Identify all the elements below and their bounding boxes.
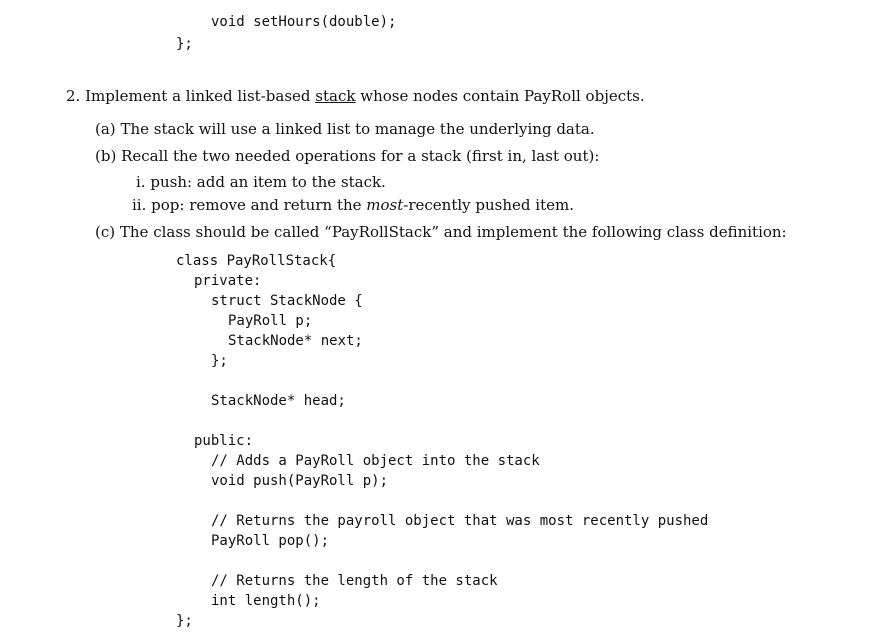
code-line: StackNode* next;	[228, 333, 363, 349]
sub-item-c	[95, 222, 787, 242]
code-line-set-hours: void setHours(double);	[211, 14, 397, 30]
code-line: private:	[194, 273, 262, 289]
sub-item-ii-text-after: -recently pushed item.	[403, 196, 574, 214]
sub-item-ii-most-italic: most	[366, 196, 404, 214]
sub-item-c-text: The class should be called “PayRollStack” and implement the following class definition:	[119, 223, 787, 241]
sub-item-c-label: (c)	[95, 223, 116, 241]
code-line: };	[176, 613, 193, 629]
code-line: class PayRollStack{	[176, 253, 337, 269]
sub-item-ii-text-before: pop: remove and return the	[151, 196, 362, 214]
sub-item-b-label: (b)	[95, 147, 117, 165]
sub-item-a-text: The stack will use a linked list to manage the underlying data.	[120, 120, 595, 138]
sub-item-b-text: Recall the two needed operations for a stack (first in, last out):	[121, 147, 600, 165]
sub-item-i-label: i.	[136, 173, 146, 191]
code-line: public:	[194, 433, 254, 449]
item-2-stack-underlined: stack	[315, 87, 356, 105]
sub-item-b	[95, 146, 599, 166]
item-2-paragraph	[66, 86, 645, 106]
code-line: struct StackNode {	[211, 293, 363, 309]
code-line: PayRoll p;	[228, 313, 313, 329]
sub-item-a	[95, 119, 595, 139]
code-line: // Adds a PayRoll object into the stack	[211, 453, 540, 469]
item-2-number: 2.	[66, 87, 81, 105]
sub-item-ii	[132, 195, 574, 215]
code-line: // Returns the payroll object that was most recently pushed	[211, 513, 709, 529]
code-line-class-end: };	[176, 36, 193, 52]
sub-item-ii-label: ii.	[132, 196, 147, 214]
code-line: // Returns the length of the stack	[211, 573, 498, 589]
item-2-text-before: Implement a linked list-based	[85, 87, 311, 105]
sub-item-i	[136, 172, 386, 192]
sub-item-i-text: push: add an item to the stack.	[150, 173, 386, 191]
code-line: int length();	[211, 593, 321, 609]
code-line: PayRoll pop();	[211, 533, 330, 549]
code-line: };	[211, 353, 228, 369]
code-line: StackNode* head;	[211, 393, 346, 409]
sub-item-a-label: (a)	[95, 120, 116, 138]
item-2-text-after: whose nodes contain PayRoll objects.	[360, 87, 645, 105]
code-line: void push(PayRoll p);	[211, 473, 389, 489]
